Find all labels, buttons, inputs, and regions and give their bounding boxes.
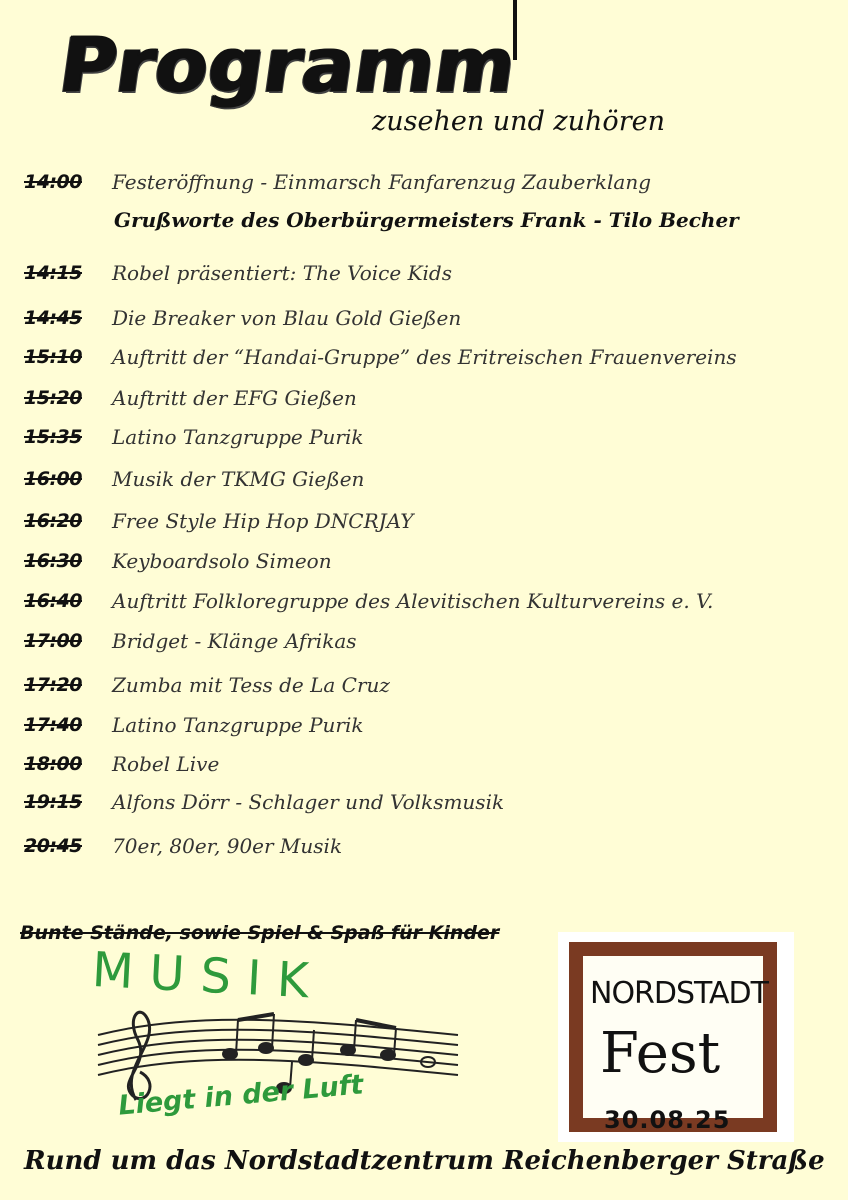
program-time: 15:35 <box>24 426 82 448</box>
program-act: 70er, 80er, 90er Musik <box>112 834 343 858</box>
program-act: Robel Live <box>112 752 220 776</box>
program-act: Latino Tanzgruppe Purik <box>112 425 364 449</box>
program-time: 18:00 <box>24 753 82 775</box>
program-time: 17:20 <box>24 674 82 696</box>
location-line: Rund um das Nordstadtzentrum Reichenberger Straße <box>24 1146 825 1176</box>
greeting-line: Grußworte des Oberbürgermeisters Frank - Tilo Becher <box>114 208 739 232</box>
program-time: 20:45 <box>24 835 82 857</box>
program-act: Festeröffnung - Einmarsch Fanfarenzug Zauberklang <box>112 170 652 194</box>
program-time: 19:15 <box>24 791 82 813</box>
page-title: Programm <box>53 20 522 109</box>
program-time: 16:40 <box>24 590 82 612</box>
program-time: 14:15 <box>24 262 82 284</box>
program-time: 17:40 <box>24 714 82 736</box>
musik-logo-word: MUSIK <box>90 941 326 1011</box>
program-act: Latino Tanzgruppe Purik <box>112 713 364 737</box>
program-act: Auftritt Folkloregruppe des Alevitischen Kulturvereins e. V. <box>112 589 714 613</box>
page-subtitle: zusehen und zuhören <box>372 106 665 137</box>
musik-logo-tagline: Liegt in der Luft <box>117 1069 365 1122</box>
program-time: 15:10 <box>24 346 82 368</box>
program-time: 16:00 <box>24 468 82 490</box>
program-act: Bridget - Klänge Afrikas <box>112 629 357 653</box>
program-time: 16:30 <box>24 550 82 572</box>
program-act: Auftritt der “Handai-Gruppe” des Eritreischen Frauenvereins <box>112 345 737 369</box>
program-act: Free Style Hip Hop DNCRJAY <box>112 509 414 533</box>
program-act: Keyboardsolo Simeon <box>112 549 332 573</box>
program-time: 17:00 <box>24 630 82 652</box>
kids-note: Bunte Stände, sowie Spiel & Spaß für Kinder <box>20 922 500 944</box>
fest-card-fest: Fest <box>600 1021 721 1086</box>
program-time: 14:45 <box>24 307 82 329</box>
program-act: Die Breaker von Blau Gold Gießen <box>112 306 462 330</box>
program-time: 15:20 <box>24 387 82 409</box>
program-act: Auftritt der EFG Gießen <box>112 386 357 410</box>
fest-card-name: NORDSTADT <box>590 976 768 1011</box>
fest-card-date: 30.08.25 <box>604 1106 731 1134</box>
program-act: Zumba mit Tess de La Cruz <box>112 673 390 697</box>
program-act: Robel präsentiert: The Voice Kids <box>112 261 452 285</box>
program-act: Alfons Dörr - Schlager und Volksmusik <box>112 790 505 814</box>
program-time: 16:20 <box>24 510 82 532</box>
program-act: Musik der TKMG Gießen <box>112 467 365 491</box>
program-time: 14:00 <box>24 171 82 193</box>
